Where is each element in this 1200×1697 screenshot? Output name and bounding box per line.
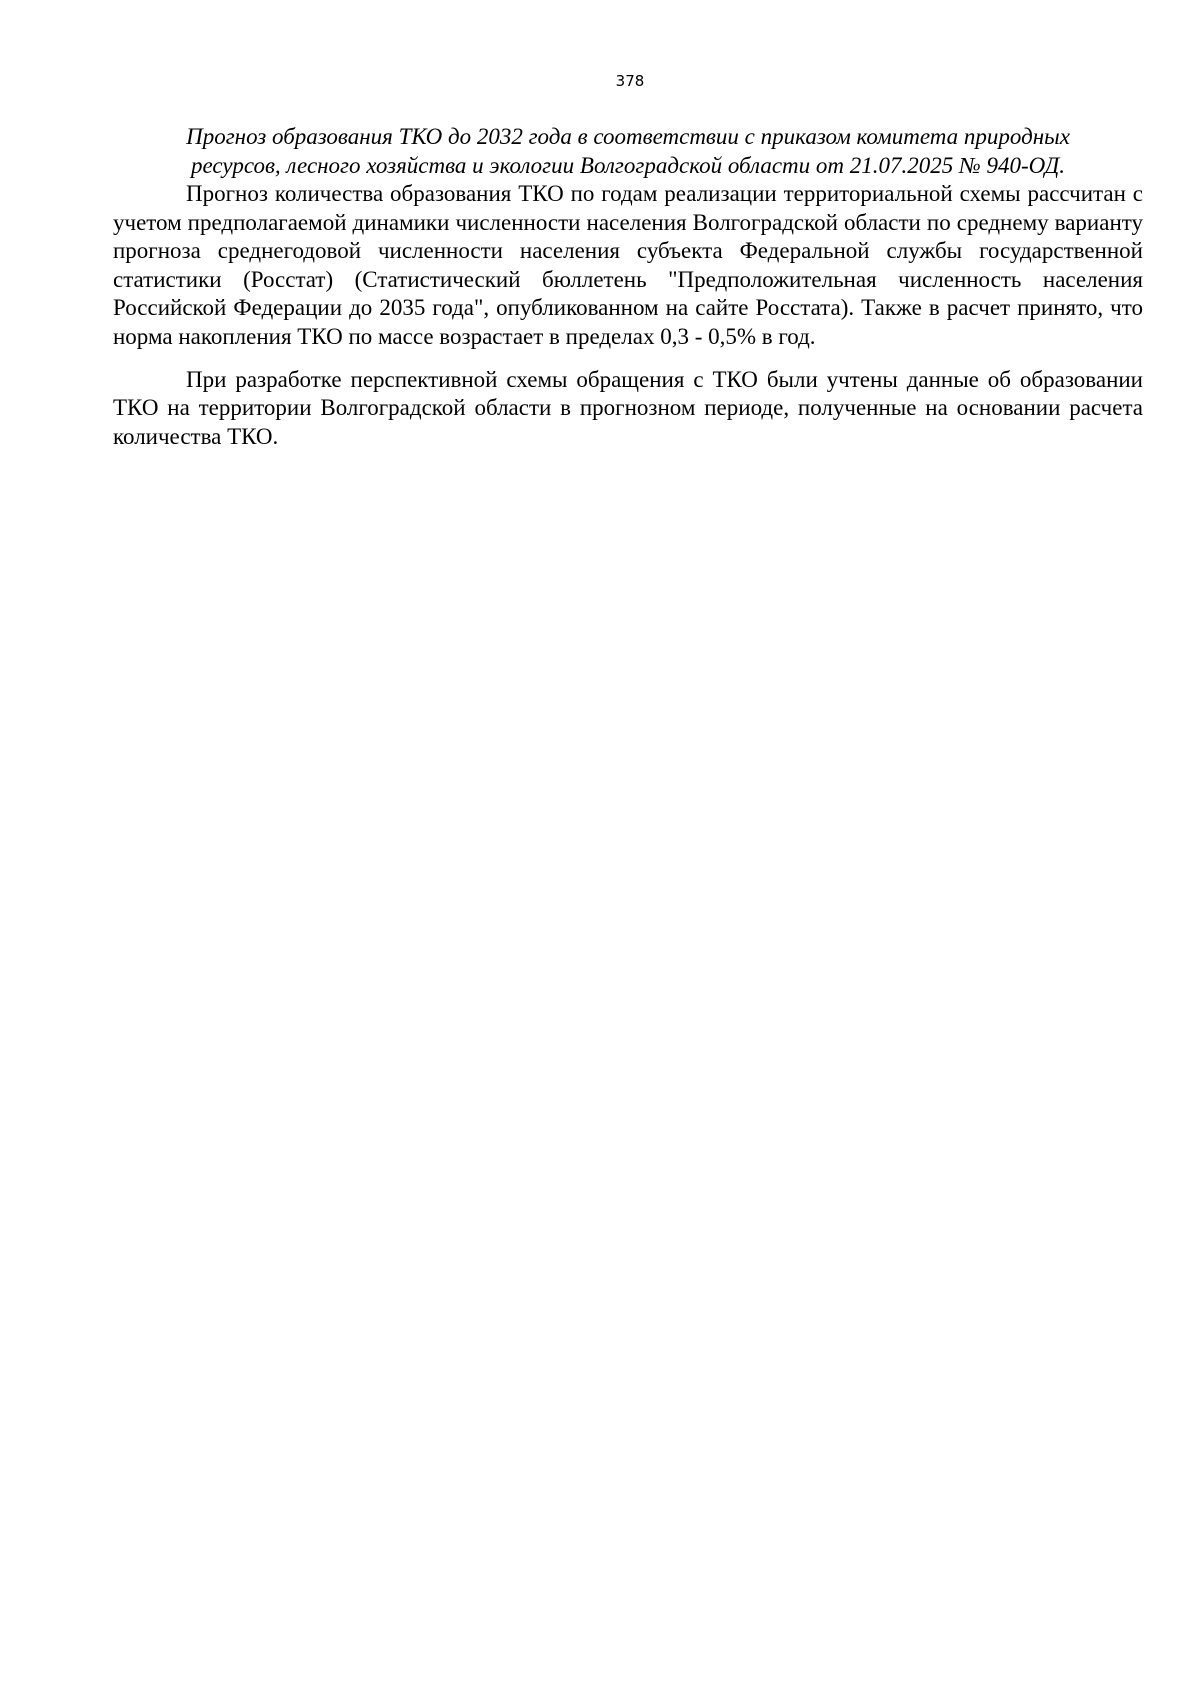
page-number: 378	[615, 72, 645, 90]
document-heading	[113, 122, 1143, 180]
document-content	[113, 122, 1143, 451]
heading-line-1: Прогноз образования ТКО до 2032 года в соответствии с приказом комитета природных	[186, 124, 1070, 149]
scheme-data-paragraph: При разработке перспективной схемы обращения с ТКО были учтены данные об образовании ТКО на территории Волгоградской области в прогнозном периоде, полученные на основании расчета количества ТКО.	[113, 366, 1143, 449]
forecast-method-paragraph: Прогноз количества образования ТКО по годам реализации территориальной схемы рассчитан с учетом предполагаемой динамики численности населения Волгоградской области по среднему варианту прогноза среднегодовой численности населения субъекта Федеральной службы государственной статистики (Росстат) (Статистический бюллетень "Предположительная численность населения Российской Федерации до 2035 года", опубликованном на сайте Росстата). Также в расчет принято, что норма накопления ТКО по массе возрастает в пределах 0,3 - 0,5% в год.	[113, 181, 1143, 349]
heading-line-2: ресурсов, лесного хозяйства и экологии Волгоградской области от 21.07.2025 № 940-ОД.	[190, 153, 1066, 178]
